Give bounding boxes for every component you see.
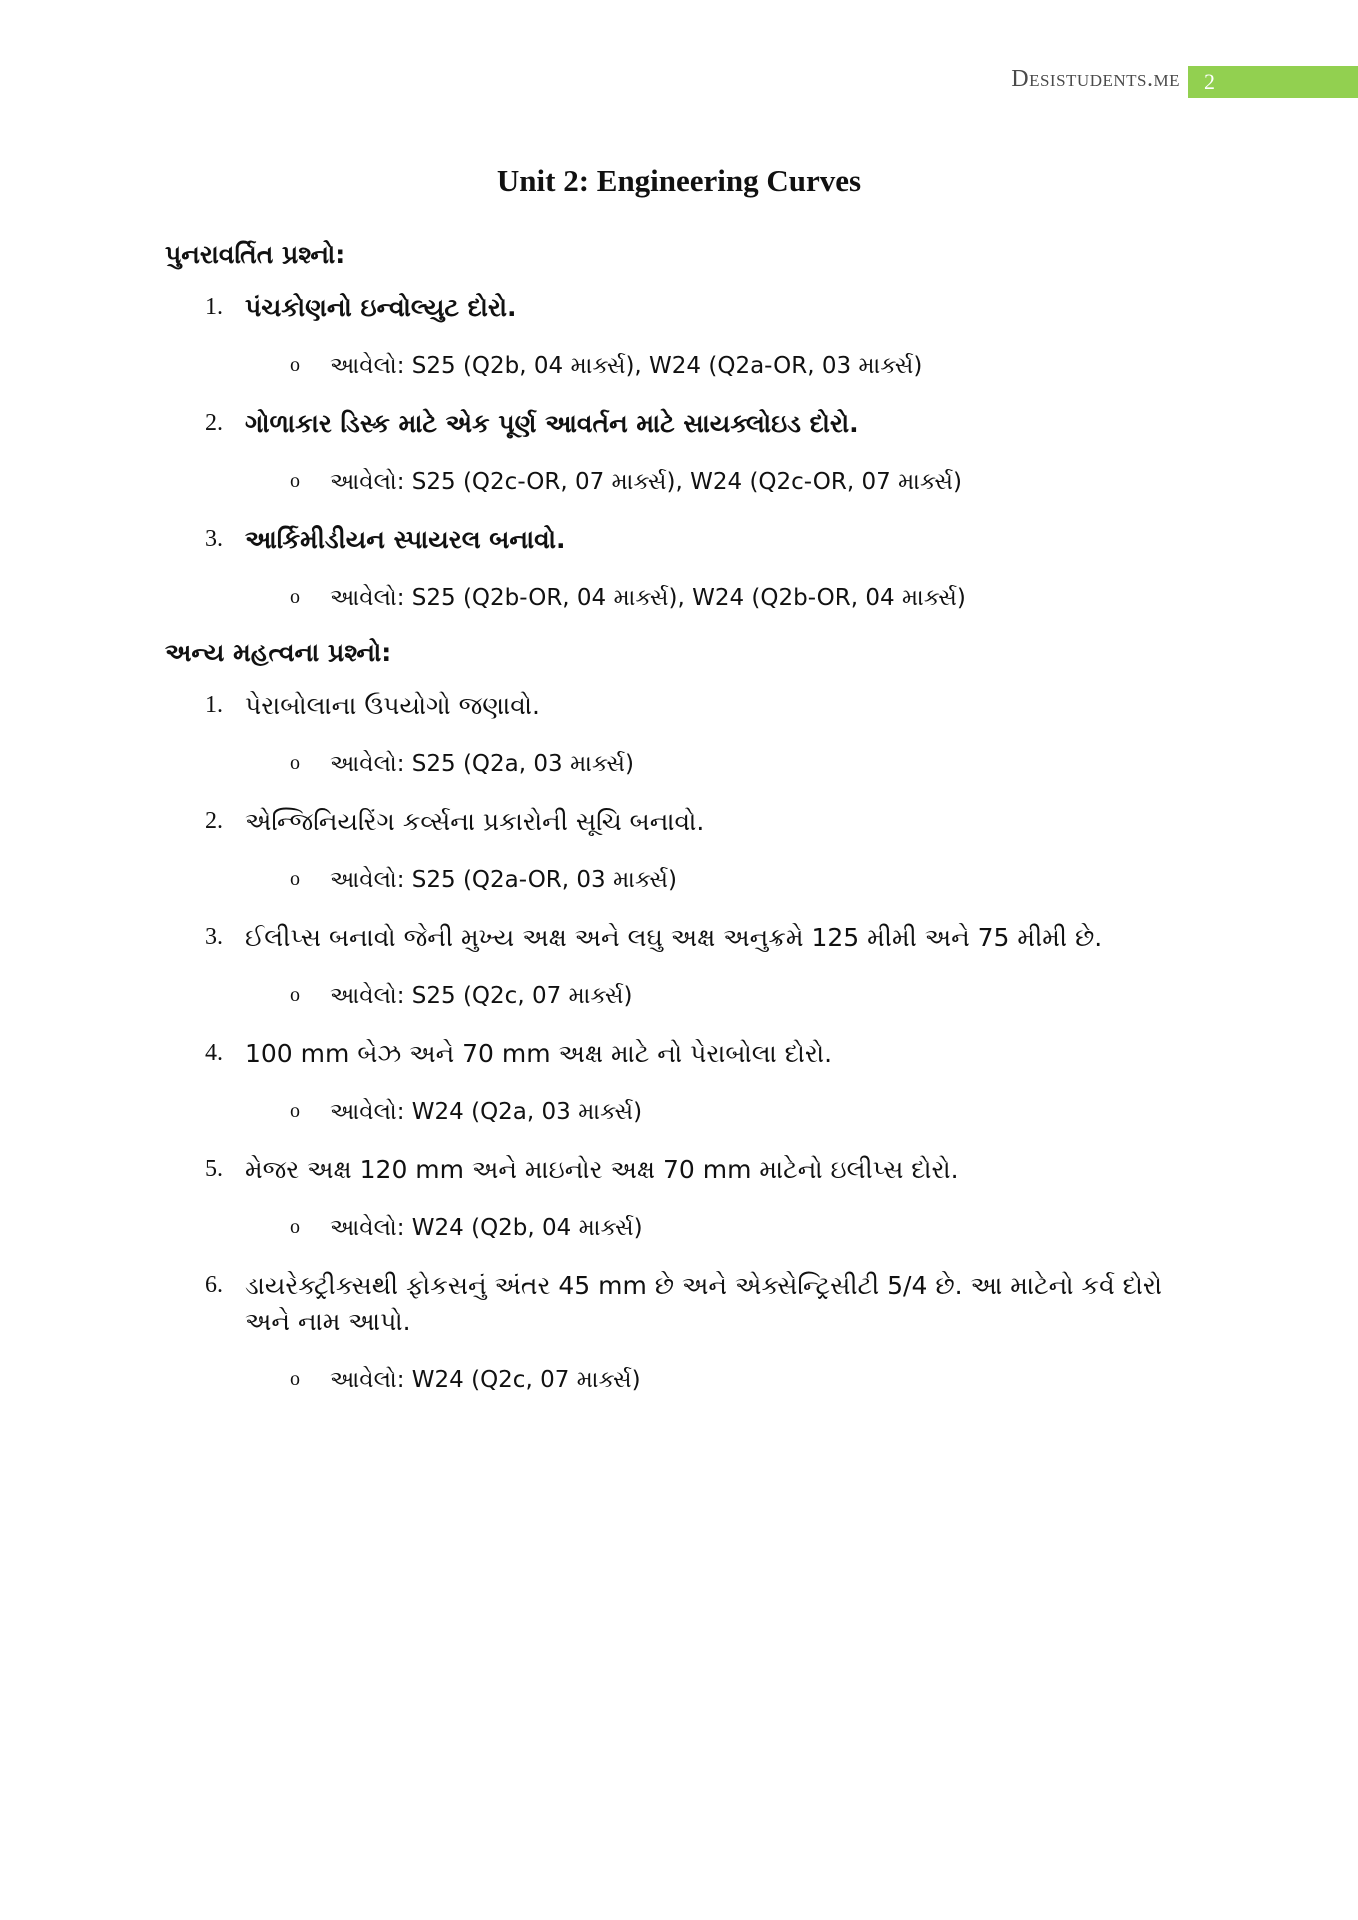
question-text: એન્જિનિયરિંગ કર્વ્સના પ્રકારોની સૂચિ બનાવો.: [245, 807, 705, 836]
question-number: [165, 920, 245, 951]
question-number-label: 1.: [205, 692, 223, 718]
circle-bullet-icon: o: [290, 1100, 300, 1122]
question-number: [165, 522, 245, 553]
asked-in-text: આવેલો: W24 (Q2b, 04 માર્ક્સ): [330, 1215, 643, 1241]
question-item: [165, 1268, 1195, 1340]
circle-bullet-icon: o: [290, 586, 300, 608]
question-item: [165, 522, 1195, 558]
circle-bullet-icon: o: [290, 1368, 300, 1390]
question-text: આર્કિમીડીયન સ્પાયરલ બનાવો.: [245, 525, 566, 554]
question-number: [165, 688, 245, 719]
asked-in-text: આવેલો: S25 (Q2a-OR, 03 માર્ક્સ): [330, 867, 677, 893]
question-number-label: 2.: [205, 410, 223, 436]
question-text: પેરાબોલાના ઉપયોગો જણાવો.: [245, 691, 540, 720]
page-title: Unit 2: Engineering Curves: [496, 163, 862, 198]
asked-in-text: આવેલો: S25 (Q2c, 07 માર્ક્સ): [330, 983, 633, 1009]
question-text: 100 mm બેઝ અને 70 mm અક્ષ માટે નો પેરાબોલા દોરો.: [245, 1039, 833, 1068]
question-number-label: 5.: [205, 1156, 223, 1182]
question-item: [165, 1036, 1195, 1072]
asked-in-item: [165, 348, 1195, 384]
asked-in-text: આવેલો: W24 (Q2a, 03 માર્ક્સ): [330, 1099, 643, 1125]
document-body: [165, 240, 1195, 1420]
asked-in-item: [165, 1362, 1195, 1398]
asked-in-item: [165, 746, 1195, 782]
question-number: [165, 290, 245, 321]
question-item: [165, 688, 1195, 724]
question-number-label: 1.: [205, 294, 223, 320]
question-number-label: 3.: [205, 924, 223, 950]
section-heading: પુનરાવર્તિત પ્રશ્નો:: [165, 240, 346, 269]
asked-in-text: આવેલો: S25 (Q2b, 04 માર્ક્સ), W24 (Q2a-OR, 03 માર્ક્સ): [330, 353, 923, 379]
question-number: [165, 804, 245, 835]
circle-bullet-icon: o: [290, 868, 300, 890]
circle-bullet-icon: o: [290, 470, 300, 492]
question-number-label: 3.: [205, 526, 223, 552]
question-text: ઈલીપ્સ બનાવો જેની મુખ્ય અક્ષ અને લઘુ અક્ષ અનુક્રમે 125 મીમી અને 75 મીમી છે.: [245, 923, 1103, 952]
asked-in-text: આવેલો: S25 (Q2a, 03 માર્ક્સ): [330, 751, 634, 777]
question-item: [165, 1152, 1195, 1188]
asked-in-text: આવેલો: W24 (Q2c, 07 માર્ક્સ): [330, 1367, 641, 1393]
question-text: ડાયરેક્ટ્રીક્સથી ફોકસનું અંતર 45 mm છે અને એક્સેન્ટ્રિસીટી 5/4 છે. આ માટેનો કર્વ દોરો અને નામ આપો.: [245, 1271, 1163, 1336]
asked-in-item: [165, 1094, 1195, 1130]
question-item: [165, 406, 1195, 442]
question-number-label: 4.: [205, 1040, 223, 1066]
question-text: ગોળાકાર ડિસ્ક માટે એક પૂર્ણ આવર્તન માટે સાયક્લોઇડ દોરો.: [245, 409, 859, 438]
question-list: [165, 688, 1195, 1398]
circle-bullet-icon: o: [290, 354, 300, 376]
asked-in-text: આવેલો: S25 (Q2c-OR, 07 માર્ક્સ), W24 (Q2c-OR, 07 માર્ક્સ): [330, 469, 962, 495]
asked-in-item: [165, 464, 1195, 500]
circle-bullet-icon: o: [290, 984, 300, 1006]
question-item: [165, 920, 1195, 956]
question-number: [165, 1268, 245, 1299]
question-item: [165, 290, 1195, 326]
question-number: [165, 406, 245, 437]
header-site-name: Desistudents.me: [1011, 66, 1180, 92]
asked-in-item: [165, 580, 1195, 616]
circle-bullet-icon: o: [290, 1216, 300, 1238]
asked-in-text: આવેલો: S25 (Q2b-OR, 04 માર્ક્સ), W24 (Q2b-OR, 04 માર્ક્સ): [330, 585, 966, 611]
question-number: [165, 1036, 245, 1067]
question-text: પંચકોણનો ઇન્વોલ્યુટ દોરો.: [245, 293, 517, 322]
asked-in-item: [165, 1210, 1195, 1246]
question-number-label: 6.: [205, 1272, 223, 1298]
asked-in-item: [165, 978, 1195, 1014]
question-number-label: 2.: [205, 808, 223, 834]
page-number-badge: 2: [1188, 66, 1358, 98]
circle-bullet-icon: o: [290, 752, 300, 774]
question-item: [165, 804, 1195, 840]
question-number: [165, 1152, 245, 1183]
asked-in-item: [165, 862, 1195, 898]
question-text: મેજર અક્ષ 120 mm અને માઇનોર અક્ષ 70 mm માટેનો ઇલીપ્સ દોરો.: [245, 1155, 959, 1184]
section-heading: અન્ય મહત્વના પ્રશ્નો:: [165, 638, 392, 667]
question-list: [165, 290, 1195, 616]
